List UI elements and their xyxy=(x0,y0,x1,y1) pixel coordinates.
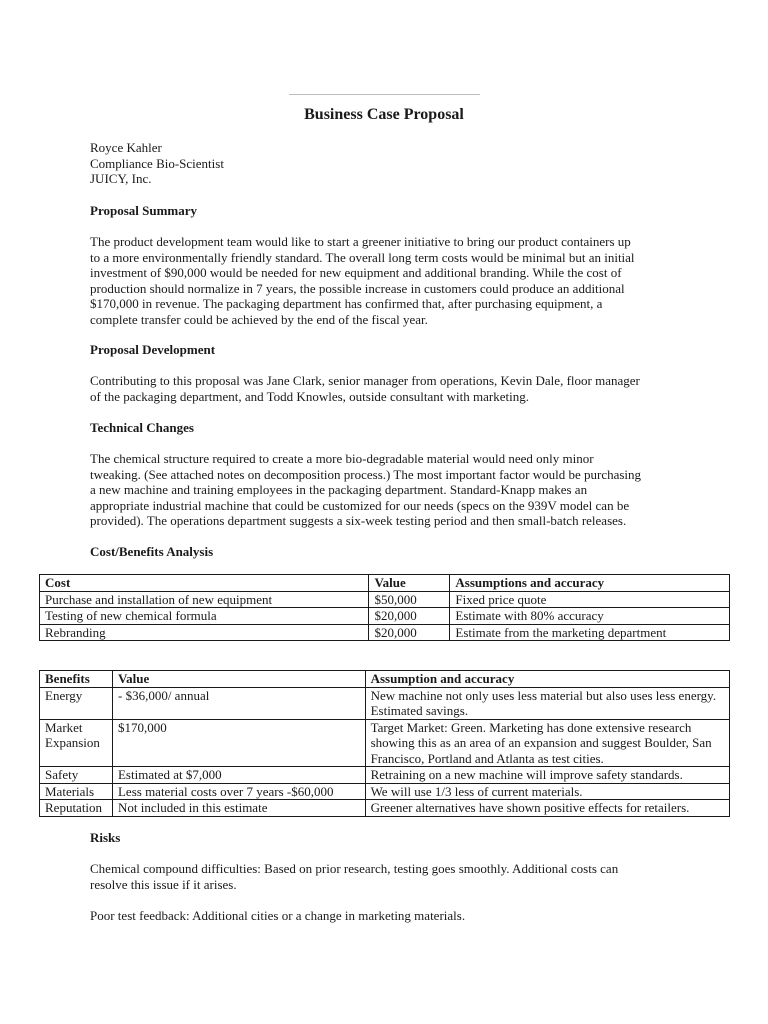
cost-header-cell: Assumptions and accuracy xyxy=(450,575,730,592)
summary-paragraph xyxy=(90,234,635,327)
benefit-header-cell: Value xyxy=(112,671,365,688)
author-role: Compliance Bio-Scientist xyxy=(90,155,224,171)
header-rule xyxy=(289,94,480,95)
benefit-cell: We will use 1/3 less of current materials. xyxy=(365,783,729,800)
benefit-cell: Less material costs over 7 years -$60,000 xyxy=(112,783,365,800)
development-heading: Proposal Development xyxy=(90,342,216,357)
cost-cell: $20,000 xyxy=(369,624,450,641)
summary-line: investment of $90,000 would be needed for new equipment and additional branding. While the cost of xyxy=(90,265,622,280)
development-line: of the packaging department, and Todd Knowles, outside consultant with marketing. xyxy=(90,388,529,404)
benefit-table-header xyxy=(40,671,730,688)
summary-line: $170,000 in revenue. The packaging department has confirmed that, after purchasing equipment, a xyxy=(90,296,603,311)
cost-header-cell: Value xyxy=(369,575,450,592)
benefit-cell: Market Expansion xyxy=(40,719,113,767)
technical-line: tweaking. (See attached notes on decomposition process.) The most important factor would be purchasing xyxy=(90,466,642,482)
analysis-heading: Cost/Benefits Analysis xyxy=(90,544,214,559)
technical-line: a new machine and training employees in the packaging department. Standard-Knapp makes an xyxy=(90,482,588,497)
table-row xyxy=(40,800,730,817)
table-row xyxy=(40,783,730,800)
benefit-table xyxy=(39,670,730,817)
benefit-cell: Estimated at $7,000 xyxy=(112,767,365,784)
benefit-cell: $170,000 xyxy=(112,719,365,767)
cost-cell: Rebranding xyxy=(40,624,369,641)
summary-heading: Proposal Summary xyxy=(90,203,198,218)
risk-line: resolve this issue if it arises. xyxy=(90,876,237,892)
benefit-cell: Reputation xyxy=(40,800,113,817)
benefit-cell: Safety xyxy=(40,767,113,784)
technical-paragraph xyxy=(90,451,641,529)
benefit-cell: Materials xyxy=(40,783,113,800)
cost-cell: $50,000 xyxy=(369,591,450,608)
table-row xyxy=(40,624,730,641)
cost-table xyxy=(39,574,730,641)
technical-line: provided). The operations department suggests a six-week testing period and then small-batch releases. xyxy=(90,513,627,528)
summary-line: The product development team would like to start a greener initiative to bring our product containers up xyxy=(90,234,631,249)
benefit-header-cell: Assumption and accuracy xyxy=(365,671,729,688)
technical-line: appropriate industrial machine that could be customized for our needs (specs on the 939V model can be xyxy=(90,497,630,513)
summary-line: complete transfer could be achieved by the end of the fiscal year. xyxy=(90,311,428,327)
benefit-cell: Greener alternatives have shown positive effects for retailers. xyxy=(365,800,729,817)
benefit-cell: Energy xyxy=(40,687,113,719)
author-block xyxy=(90,140,690,187)
cost-cell: Purchase and installation of new equipment xyxy=(40,591,369,608)
risk-line: Chemical compound difficulties: Based on prior research, testing goes smoothly. Additional costs can xyxy=(90,861,619,876)
benefit-cell: Target Market: Green. Marketing has done extensive research showing this as an area of an expansion and suggest Boulder, San Francisco, Portland and Atlanta as test cities. xyxy=(365,719,729,767)
risk-line: Poor test feedback: Additional cities or a change in marketing materials. xyxy=(90,908,466,923)
summary-line: production should normalize in 7 years, the possible increase in customers could produce an additional xyxy=(90,280,625,296)
cost-cell: $20,000 xyxy=(369,608,450,625)
table-row xyxy=(40,767,730,784)
table-row xyxy=(40,591,730,608)
benefit-cell: New machine not only uses less material but also uses less energy. Estimated savings. xyxy=(365,687,729,719)
development-paragraph xyxy=(90,373,640,404)
table-row xyxy=(40,719,730,767)
technical-heading: Technical Changes xyxy=(90,420,194,435)
risk-item xyxy=(90,908,465,924)
risks-heading: Risks xyxy=(90,830,121,845)
table-row xyxy=(40,608,730,625)
cost-header-cell: Cost xyxy=(40,575,369,592)
cost-cell: Fixed price quote xyxy=(450,591,730,608)
author-company: JUICY, Inc. xyxy=(90,171,152,186)
cost-cell: Estimate from the marketing department xyxy=(450,624,730,641)
benefit-cell: - $36,000/ annual xyxy=(112,687,365,719)
summary-line: to a more environmentally friendly standard. The overall long term costs would be minimal but an initial xyxy=(90,249,635,265)
table-row xyxy=(40,687,730,719)
cost-cell: Testing of new chemical formula xyxy=(40,608,369,625)
development-line: Contributing to this proposal was Jane Clark, senior manager from operations, Kevin Dale, floor manager xyxy=(90,373,640,388)
benefit-header-cell: Benefits xyxy=(40,671,113,688)
benefit-cell: Retraining on a new machine will improve safety standards. xyxy=(365,767,729,784)
page-title: Business Case Proposal xyxy=(304,106,464,123)
benefit-cell: Not included in this estimate xyxy=(112,800,365,817)
author-name: Royce Kahler xyxy=(90,140,162,155)
cost-cell: Estimate with 80% accuracy xyxy=(450,608,730,625)
cost-table-header xyxy=(40,575,730,592)
technical-line: The chemical structure required to create a more bio-degradable material would need only minor xyxy=(90,451,594,466)
risk-item xyxy=(90,861,618,892)
